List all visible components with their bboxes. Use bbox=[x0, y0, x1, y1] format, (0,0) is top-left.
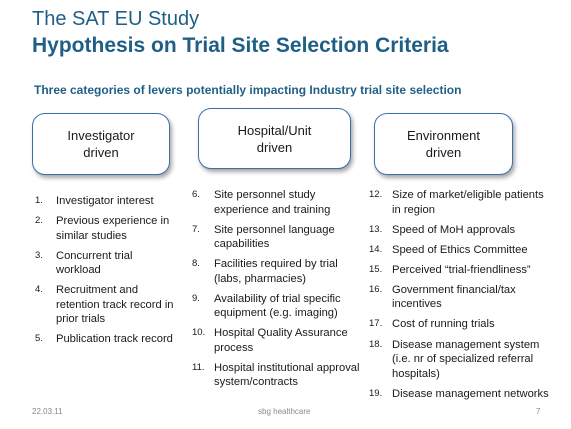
list-item bbox=[192, 223, 362, 252]
list-item bbox=[192, 361, 362, 390]
item-number: 6. bbox=[192, 189, 200, 200]
item-text: Speed of Ethics Committee bbox=[392, 243, 528, 256]
investigator-criteria-list bbox=[35, 194, 175, 352]
item-number: 10. bbox=[192, 327, 206, 339]
item-text: Disease management networks bbox=[392, 387, 549, 400]
item-text: Speed of MoH approvals bbox=[392, 223, 516, 236]
footer-date: 22.03.11 bbox=[32, 407, 63, 416]
list-item bbox=[369, 338, 549, 382]
category-box-environment bbox=[374, 113, 513, 175]
item-text: Size of market/eligible patients in region bbox=[392, 189, 544, 216]
item-number: 11. bbox=[192, 361, 205, 373]
item-text: Previous experience in similar studies bbox=[56, 215, 170, 242]
list-item bbox=[35, 194, 175, 209]
item-text: Hospital institutional approval system/contracts bbox=[214, 361, 360, 389]
item-number: 13. bbox=[369, 223, 383, 235]
item-text: Concurrent trial workload bbox=[56, 249, 133, 276]
item-text: Publication track record bbox=[56, 333, 173, 345]
category-label: Hospital/Unit driven bbox=[237, 122, 312, 155]
item-number: 9. bbox=[192, 292, 200, 304]
item-number: 3. bbox=[35, 249, 43, 261]
list-item bbox=[192, 257, 362, 286]
title-line-1: The SAT EU Study bbox=[32, 8, 200, 30]
item-number: 8. bbox=[192, 258, 200, 270]
list-item bbox=[192, 292, 362, 321]
item-text: Site personnel language capabilities bbox=[214, 223, 335, 251]
list-item bbox=[369, 243, 549, 258]
list-item bbox=[369, 263, 549, 278]
list-item bbox=[192, 326, 362, 355]
item-number: 18. bbox=[369, 338, 383, 350]
list-item bbox=[35, 283, 175, 327]
item-text: Cost of running trials bbox=[392, 318, 495, 331]
item-number: 7. bbox=[192, 223, 200, 235]
item-text: Availability of trial specific equipment (e.g. imaging) bbox=[214, 292, 341, 320]
page-title: Hypothesis on Trial Site Selection Criteria bbox=[32, 34, 449, 57]
list-item bbox=[369, 188, 549, 217]
item-text: Facilities required by trial (labs, pharmacies) bbox=[214, 258, 338, 285]
category-label: Environment driven bbox=[407, 128, 480, 160]
item-number: 17. bbox=[369, 318, 383, 330]
slide-subtitle: Three categories of levers potentially impacting Industry trial site selection bbox=[34, 83, 462, 97]
item-text: Hospital Quality Assurance process bbox=[214, 327, 348, 354]
item-number: 1. bbox=[35, 195, 43, 206]
page-number: 7 bbox=[536, 407, 541, 416]
item-number: 16. bbox=[369, 283, 383, 295]
item-number: 15. bbox=[369, 263, 383, 275]
item-number: 2. bbox=[35, 215, 43, 226]
item-number: 14. bbox=[369, 243, 383, 255]
item-number: 5. bbox=[35, 333, 43, 344]
footer-company: sbg healthcare bbox=[258, 407, 311, 416]
list-item bbox=[369, 283, 549, 312]
list-item bbox=[35, 214, 175, 243]
item-text: Government financial/tax incentives bbox=[392, 283, 516, 311]
item-text: Site personnel study experience and training bbox=[214, 189, 331, 216]
list-item bbox=[35, 249, 175, 278]
item-text: Disease management system (i.e. nr of specialized referral hospitals) bbox=[392, 338, 540, 380]
list-item bbox=[192, 188, 362, 217]
list-item bbox=[35, 332, 175, 347]
category-box-hospital bbox=[198, 108, 351, 169]
list-item bbox=[369, 223, 549, 238]
environment-criteria-list bbox=[369, 188, 549, 407]
item-number: 19. bbox=[369, 387, 383, 399]
hospital-criteria-list bbox=[192, 188, 362, 396]
item-number: 12. bbox=[369, 189, 383, 200]
list-item bbox=[369, 317, 549, 332]
item-number: 4. bbox=[35, 284, 43, 295]
item-text: Perceived “trial-friendliness” bbox=[392, 263, 531, 276]
item-text: Investigator interest bbox=[56, 195, 154, 207]
list-item bbox=[369, 387, 549, 402]
category-box-investigator bbox=[32, 113, 170, 175]
category-label: Investigator driven bbox=[67, 128, 135, 160]
item-text: Recruitment and retention track record in prior trials bbox=[56, 284, 174, 325]
